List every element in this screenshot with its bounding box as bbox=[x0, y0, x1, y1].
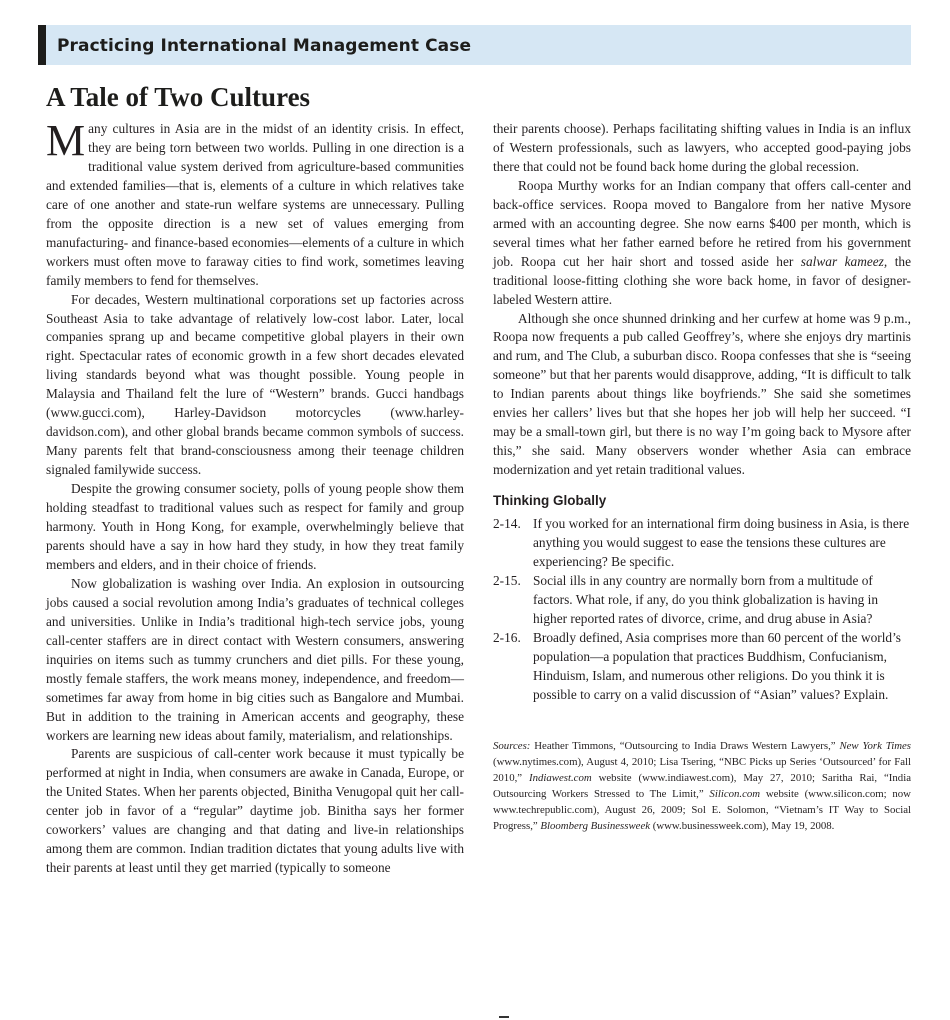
sources-note bbox=[493, 738, 911, 835]
questions-heading: Thinking Globally bbox=[493, 493, 607, 509]
source-publication: Indiawest.com bbox=[529, 771, 592, 784]
source-text: website (www.indiawest.com), May 27, 2010; Saritha Rai, “India Outsourcing Workers Stressed to The Limit,” bbox=[493, 771, 911, 800]
paragraph-pub: Although she once shunned drinking and her curfew at home was 9 p.m., Roopa now frequents a pub called Geoffrey’s, where she enjoys dry martinis and rum, and The Club, a suburban disco. Roopa confesses that she is “seeing someone” but that her parents would disapprove, adding, “It is difficult to talk to Indian parents about things like boyfriends.” She said she sometimes envies her callers’ lives but that she hopes her job will help her succeed. “I may be a small-town girl, but there is no way I’m going back to Mysore after this,” she said. Many observers wonder whether Asia can embrace modernization and yet retain traditional values. bbox=[493, 310, 911, 478]
source-text: (www.nytimes.com), August 4, 2010; Lisa Tsering, “NBC Picks up Series ‘Outsourced’ for Fall 2010,” bbox=[493, 755, 911, 784]
paragraph-2: For decades, Western multinational corporations set up factories across Southeast Asia to take advantage of relatively low-cost labor. Later, local companies sprang up and became competitive global players in their own right. Spectacular rates of economic growth in a few short decades elevated living standards beyond what was thought possible. Young people in Malaysia and Thailand felt the lure of “Western” brands. Gucci handbags (www.gucci.com), Harley-Davidson motorcycles (www.harley-davidson.com), and other global brands became common symbols of success. Many parents felt that brand-consciousness among their teenage children signaled familywide success. bbox=[46, 291, 464, 478]
banner-label: Practicing International Management Case bbox=[57, 36, 472, 56]
source-text: website (www.silicon.com; now www.techrepublic.com), August 26, 2009; Sol E. Solomon, “Vietnam’s IT Way to Social Progress,” bbox=[493, 787, 911, 833]
question-item bbox=[493, 572, 911, 629]
paragraph-3: Despite the growing consumer society, polls of young people show them holding steadfast to traditional values such as respect for family and group harmony. Youth in Hong Kong, for example, overwhelmingly believe that parents should have a say in how hard they study, in how they treat family members and elders, and in their choice of friends. bbox=[46, 481, 464, 572]
source-publication: Silicon.com bbox=[709, 787, 761, 800]
salwar-kameez-term: salwar kameez, bbox=[800, 253, 888, 269]
case-title: A Tale of Two Cultures bbox=[46, 82, 311, 112]
question-text: If you worked for an international firm doing business in Asia, is there anything you would suggest to ease the tensions these cultures are experiencing? Be specific. bbox=[533, 516, 910, 569]
question-text: Social ills in any country are normally born from a multitude of factors. What role, if any, do you think globalization is having in higher reported rates of divorce, crime, and drug abuse in Asia? bbox=[533, 572, 879, 626]
drop-cap: M bbox=[46, 116, 86, 165]
right-column bbox=[493, 120, 911, 834]
question-item bbox=[493, 515, 911, 572]
question-number: 2-14. bbox=[493, 516, 521, 532]
source-publication: New York Times bbox=[839, 739, 911, 752]
case-banner bbox=[38, 25, 911, 65]
paragraph-roopa-b: the traditional loose-fitting clothing she wore back home, in favor of designer-labeled Western attire. bbox=[493, 253, 911, 307]
left-column bbox=[46, 116, 464, 878]
paragraph-5: Parents are suspicious of call-center work because it must typically be performed at night in India, when consumers are awake in Canada, Europe, or the United States. When her parents objected, Binitha Venugopal quit her call-center job in favor of a “regular” daytime job. Binitha says her former coworkers’ values are changing and that dating and live-in relationships among them are common. Indian tradition dictates that young adults live with their parents at least until they get married (typically to someone bbox=[46, 746, 464, 876]
paragraph-1-text: any cultures in Asia are in the midst of an identity crisis. In effect, they are being torn between two worlds. Pulling in one direction is a traditional value system derived from agriculture-based communities and extended families—that is, elements of a culture in which relatives take care of one another and state-run welfare systems are unnecessary. Pulling from the opposite direction is a new set of values emerging from manufacturing- and finance-based economies—elements of a culture in which workers must often move to faraway cities to find work, sometimes leaving family members to fend for themselves. bbox=[46, 121, 464, 288]
page-footer-mark bbox=[499, 1016, 509, 1018]
question-item bbox=[493, 629, 911, 705]
paragraph-1 bbox=[46, 116, 464, 291]
source-text: (www.businessweek.com), May 19, 2008. bbox=[650, 820, 835, 833]
sources-label: Sources: bbox=[493, 739, 531, 752]
source-text: Heather Timmons, “Outsourcing to India Draws Western Lawyers,” bbox=[530, 739, 840, 752]
paragraph-roopa-a: Roopa Murthy works for an Indian company that offers call-center and back-office services. Roopa moved to Bangalore from her native Mysore armed with an accounting degree. She now earns $400 per month, which is several times what her father earned before he retired from his government job. Roopa cut her hair short and tossed aside her bbox=[493, 177, 911, 269]
question-number: 2-15. bbox=[493, 572, 521, 588]
paragraph-4: Now globalization is washing over India. An explosion in outsourcing jobs caused a social revolution among India’s graduates of technical colleges and universities. Unlike in India’s traditional high-tech service jobs, young call-center staffers are in direct contact with Western consumers, answering inquiries on items such as tummy crunchers and diet pills. For these young, mostly female staffers, the work means money, independence, and freedom—sometimes far away from home in big cities such as Bangalore and Mumbai. But in addition to the training in American accents and geography, these workers are learning new ideas about family, materialism, and relationships. bbox=[46, 575, 464, 743]
banner-accent-bar bbox=[38, 25, 46, 65]
paragraph-continued: their parents choose). Perhaps facilitating shifting values in India is an influx of Western professionals, such as lawyers, who accepted good-paying jobs there that could not be found back home during the global recession. bbox=[493, 121, 911, 174]
paragraph-roopa bbox=[493, 177, 911, 310]
question-number: 2-16. bbox=[493, 629, 521, 645]
question-text: Broadly defined, Asia comprises more than 60 percent of the world’s population—a population that practices Buddhism, Confucianism, Hinduism, Islam, and numerous other religions. Do you think it is possible to carry on a valid discussion of “Asian” values? Explain. bbox=[533, 629, 901, 702]
source-publication: Bloomberg Businessweek bbox=[540, 820, 651, 833]
